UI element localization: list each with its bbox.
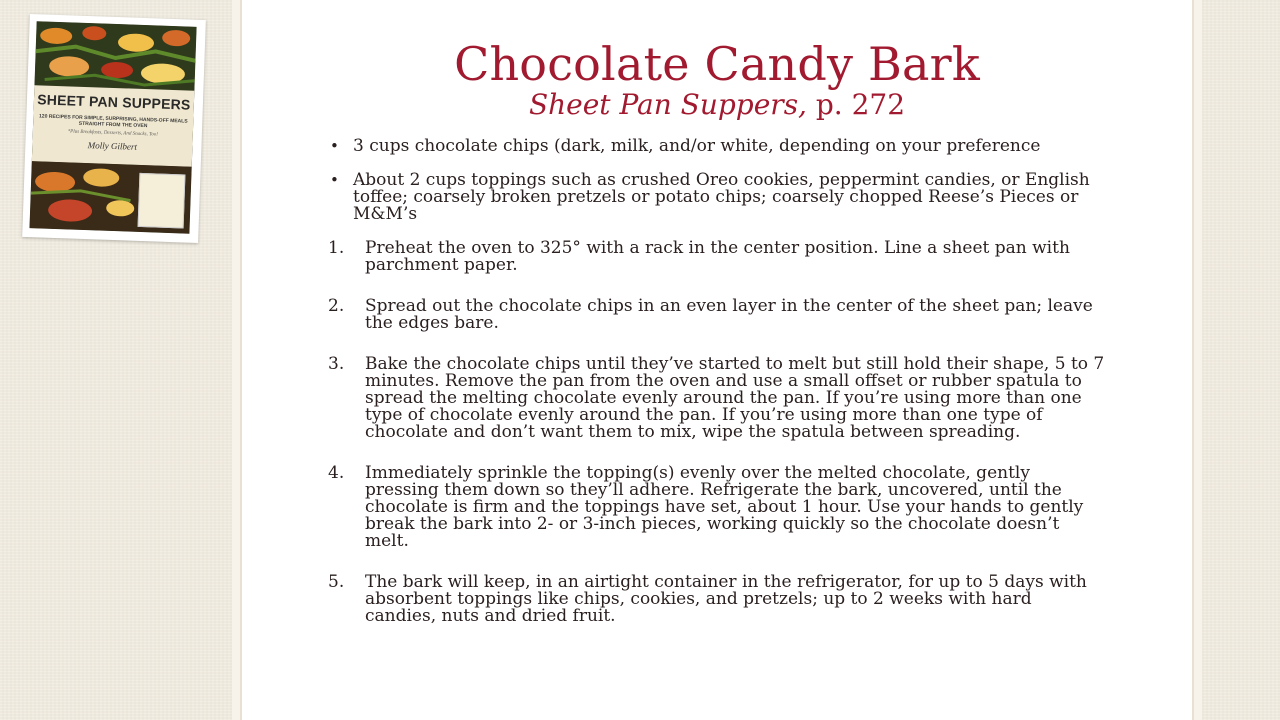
cover-subtitle: 120 RECIPES FOR SIMPLE, SURPRISING, HANDS-OFF MEALS STRAIGHT FROM THE OVEN [38,113,188,130]
cover-author: Molly Gilbert [87,140,138,152]
recipe-source [242,90,1192,120]
ingredient-item: • About 2 cups toppings such as crushed Oreo cookies, peppermint candies, or English toffee; coarsely broken pretzels or potato chips; coarsely chopped Reese’s Pieces or M&M’s [328,172,1108,223]
instruction-step [328,465,1108,550]
step-text: Spread out the chocolate chips in an even layer in the center of the sheet pan; leave the edges bare. [365,296,1093,333]
ingredient-item: • 3 cups chocolate chips (dark, milk, and/or white, depending on your preference [328,138,1108,155]
recipe-header [242,38,1192,120]
instruction-step [328,298,1108,332]
step-text: Preheat the oven to 325° with a rack in the center position. Line a sheet pan with parchment paper. [365,238,1070,275]
food-photo-top [34,21,196,91]
page-reference: p. 272 [815,88,906,121]
instruction-step [328,356,1108,441]
award-sticker [138,173,186,229]
step-text: The bark will keep, in an airtight container in the refrigerator, for up to 5 days with absorbent toppings like chips, cookies, and pretzels; up to 2 weeks with hard candies, nuts and dried fruit. [365,572,1087,626]
instruction-step [328,574,1108,625]
recipe-title: Chocolate Candy Bark [454,37,980,91]
recipe-page [242,0,1192,720]
step-number: 5. [328,572,345,592]
step-text: Bake the chocolate chips until they’ve started to melt but still hold their shape, 5 to 7 minutes. Remove the pan from the oven and use a small offset or rubber spatula to spread the melting chocolate evenly around the pan. If you’re using more than one type of chocolate evenly around the pan. If you’re using more than one type of chocolate and don’t want them to mix, wipe the spatula between spreading. [365,354,1105,442]
step-number: 1. [328,238,345,258]
ingredient-list [328,138,1108,223]
recipe-body [328,138,1108,649]
book-cover-image [29,21,196,233]
step-number: 4. [328,463,345,483]
step-number: 2. [328,296,345,316]
book-name: Sheet Pan Suppers, [528,88,807,121]
instruction-step [328,240,1108,274]
instruction-list [328,240,1108,625]
book-cover-card [22,14,206,243]
step-number: 3. [328,354,345,374]
step-text: Immediately sprinkle the topping(s) evenly over the melted chocolate, gently pressing them down so they’ll adhere. Refrigerate the bark, uncovered, until the chocolate is firm and the toppings have set, about 1 hour. Use your hands to gently break the bark into 2- or 3-inch pieces, working quickly so the chocolate doesn’t melt. [365,463,1084,551]
cover-tagline: *Plus Breakfasts, Desserts, And Snacks, Too! [67,129,159,138]
cover-title: SHEET PAN SUPPERS [37,91,191,113]
